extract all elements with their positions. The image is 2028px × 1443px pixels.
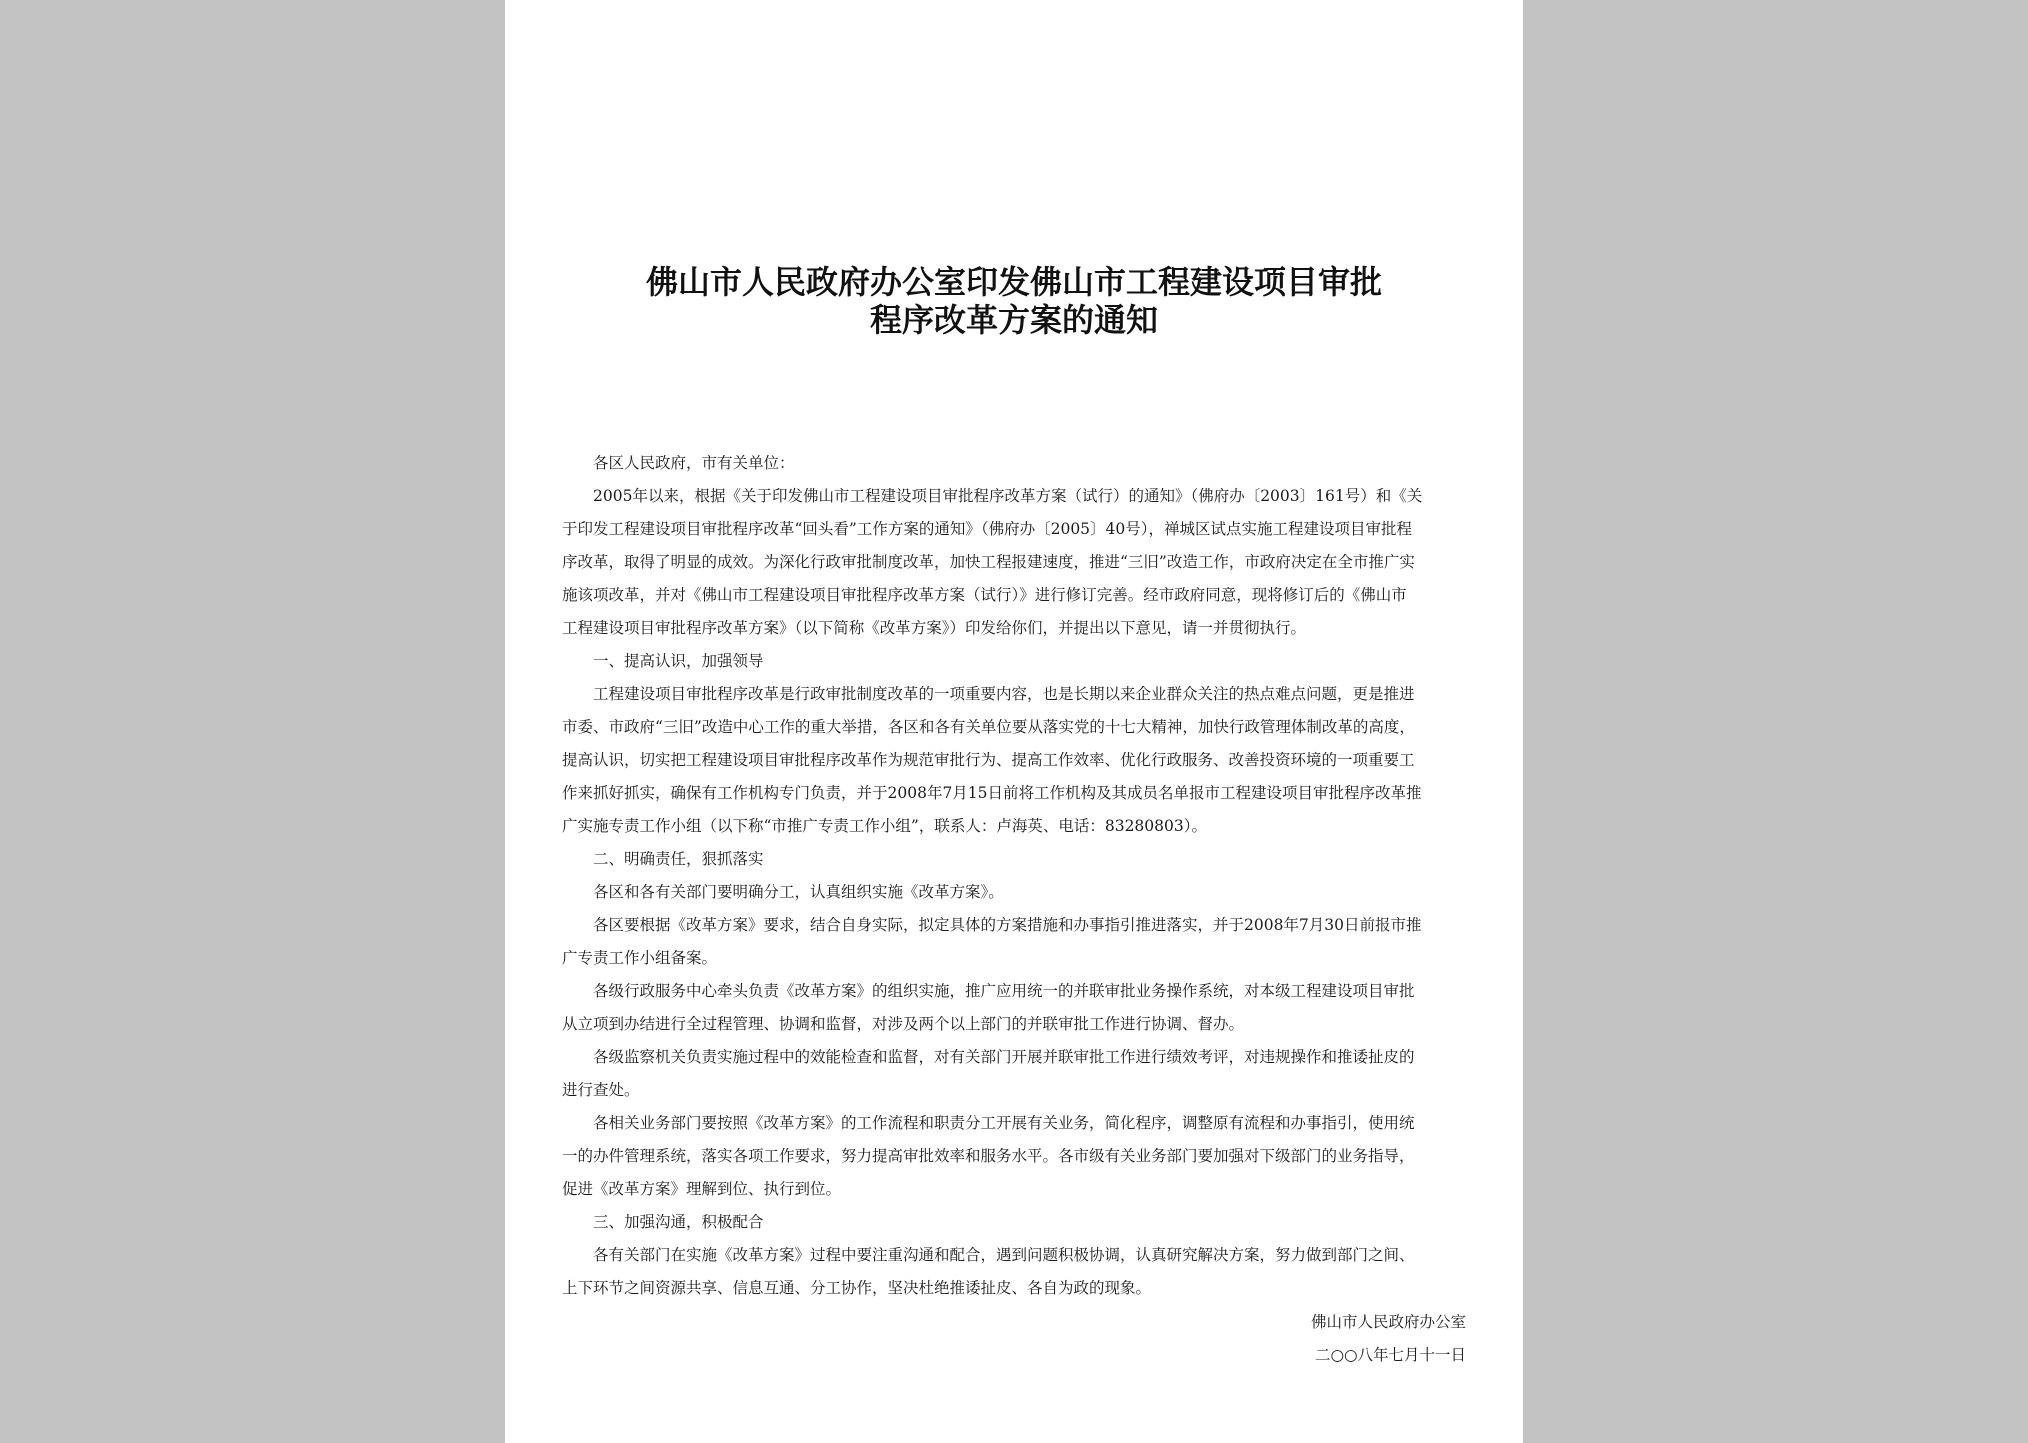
- body-line: 各相关业务部门要按照《改革方案》的工作流程和职责分工开展有关业务，简化程序，调整原有流程和办事指引，使用统: [593, 1114, 1415, 1132]
- body-line: 各区要根据《改革方案》要求，结合自身实际，拟定具体的方案措施和办事指引推进落实，并于2008年7月30日前报市推: [593, 916, 1422, 934]
- issue-date: 二○○八年七月十一日: [1314, 1346, 1466, 1364]
- body-line: 各区和各有关部门要明确分工，认真组织实施《改革方案》。: [593, 883, 1004, 901]
- body-line: 作来抓好抓实，确保有工作机构专门负责，并于2008年7月15日前将工作机构及其成员名单报市工程建设项目审批程序改革推: [562, 784, 1422, 802]
- body-line: 各级行政服务中心牵头负责《改革方案》的组织实施，推广应用统一的并联审批业务操作系统，对本级工程建设项目审批: [593, 982, 1415, 1000]
- body-line: 从立项到办结进行全过程管理、协调和监督，对涉及两个以上部门的并联审批工作进行协调、督办。: [562, 1015, 1245, 1033]
- document-body: [562, 447, 1468, 1305]
- document-title-line-2: 程序改革方案的通知: [869, 301, 1158, 339]
- body-line: 各区人民政府，市有关单位：: [593, 454, 795, 472]
- document-title-line-1: 佛山市人民政府办公室印发佛山市工程建设项目审批: [645, 263, 1382, 301]
- body-line: 上下环节之间资源共享、信息互通、分工协作，坚决杜绝推诿扯皮、各自为政的现象。: [562, 1279, 1152, 1297]
- body-line: 施该项改革，并对《佛山市工程建设项目审批程序改革方案（试行）》进行修订完善。经市政府同意，现将修订后的《佛山市: [562, 586, 1407, 604]
- body-line: 一的办件管理系统，落实各项工作要求，努力提高审批效率和服务水平。各市级有关业务部门要加强对下级部门的业务指导，: [562, 1147, 1415, 1165]
- issuer-signature: 佛山市人民政府办公室: [1310, 1313, 1466, 1331]
- body-line: 各有关部门在实施《改革方案》过程中要注重沟通和配合，遇到问题积极协调，认真研究解决方案，努力做到部门之间、: [593, 1246, 1415, 1264]
- body-line: 二、明确责任，狠抓落实: [593, 850, 764, 868]
- body-line: 提高认识，切实把工程建设项目审批程序改革作为规范审批行为、提高工作效率、优化行政服务、改善投资环境的一项重要工: [562, 751, 1415, 769]
- body-line: 市委、市政府“三旧”改造中心工作的重大举措，各区和各有关单位要从落实党的十七大精神，加快行政管理体制改革的高度，: [562, 718, 1415, 736]
- body-line: 于印发工程建设项目审批程序改革“回头看”工作方案的通知》（佛府办〔2005〕40号），禅城区试点实施工程建设项目审批程: [562, 520, 1413, 538]
- body-line: 广专责工作小组备案。: [562, 949, 718, 967]
- body-line: 2005年以来，根据《关于印发佛山市工程建设项目审批程序改革方案（试行）的通知》（佛府办〔2003〕161号）和《关: [593, 487, 1423, 505]
- body-line: 三、加强沟通，积极配合: [593, 1213, 764, 1231]
- body-line: 各级监察机关负责实施过程中的效能检查和监督，对有关部门开展并联审批工作进行绩效考评，对违规操作和推诿扯皮的: [593, 1048, 1415, 1066]
- document-page: [505, 0, 1523, 1443]
- body-line: 工程建设项目审批程序改革方案》（以下简称《改革方案》）印发给你们，并提出以下意见，请一并贯彻执行。: [562, 619, 1307, 637]
- body-line: 一、提高认识，加强领导: [593, 652, 764, 670]
- body-line: 促进《改革方案》理解到位、执行到位。: [562, 1180, 842, 1198]
- body-line: 序改革，取得了明显的成效。为深化行政审批制度改革，加快工程报建速度，推进“三旧”改造工作，市政府决定在全市推广实: [562, 553, 1415, 571]
- body-line: 进行查处。: [562, 1081, 640, 1099]
- body-line: 工程建设项目审批程序改革是行政审批制度改革的一项重要内容，也是长期以来企业群众关注的热点难点问题，更是推进: [593, 685, 1415, 703]
- body-line: 广实施专责工作小组（以下称“市推广专责工作小组”，联系人：卢海英、电话：83280803）。: [562, 817, 1207, 835]
